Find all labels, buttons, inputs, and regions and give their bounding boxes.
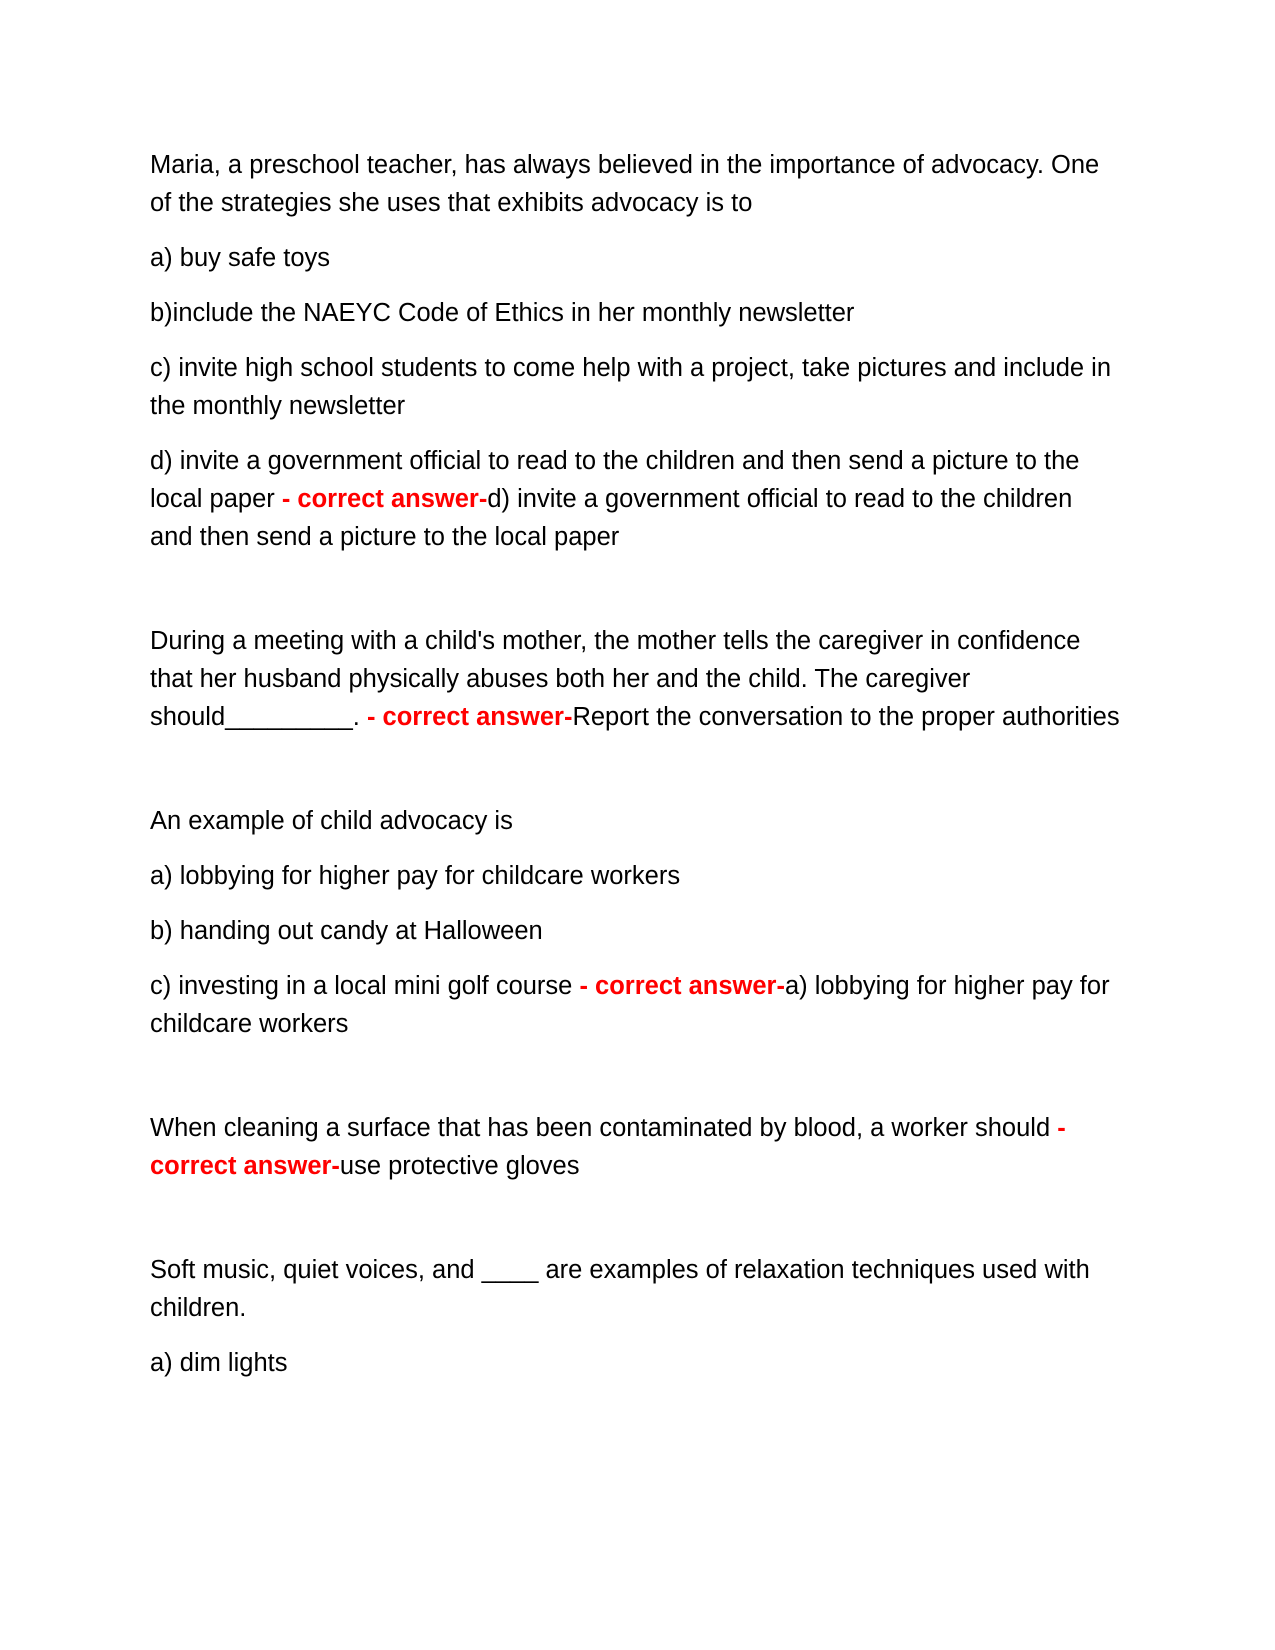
- question-3-stem: An example of child advocacy is: [150, 807, 513, 835]
- question-5: [150, 1251, 1120, 1382]
- question-1-option-c: c) invite high school students to come help with a project, take pictures and include in the monthly newsletter: [150, 354, 1112, 420]
- correct-answer-marker: - correct answer-: [281, 485, 488, 513]
- correct-answer-marker: - correct answer-: [150, 1114, 1066, 1180]
- question-1-option-d-with-answer: [150, 442, 1120, 556]
- correct-answer-marker: - correct answer-: [579, 972, 785, 1000]
- question-1-option-d: d) invite a government official to read to the children and then send a picture to the local paper: [150, 447, 1080, 513]
- question-5-option-a: a) dim lights: [150, 1349, 288, 1377]
- document-content: [150, 146, 1120, 1436]
- question-3-answer: a) lobbying for higher pay for childcare workers: [150, 972, 1110, 1038]
- question-3: [150, 802, 1120, 1043]
- question-1-option-b: b)include the NAEYC Code of Ethics in her monthly newsletter: [150, 299, 855, 327]
- question-1-answer: d) invite a government official to read to the children and then send a picture to the local paper: [150, 485, 1073, 551]
- question-1-option-a: a) buy safe toys: [150, 244, 331, 272]
- question-3-option-c: c) investing in a local mini golf course: [150, 972, 580, 1000]
- question-3-option-a: a) lobbying for higher pay for childcare workers: [150, 862, 681, 890]
- question-3-option-b: b) handing out candy at Halloween: [150, 917, 543, 945]
- question-1: [150, 146, 1120, 556]
- question-5-stem: Soft music, quiet voices, and ____ are examples of relaxation techniques used with children.: [150, 1256, 1090, 1322]
- correct-answer-marker: - correct answer-: [366, 703, 573, 731]
- question-2-stem-with-answer: [150, 622, 1120, 736]
- question-1-stem: Maria, a preschool teacher, has always believed in the importance of advocacy. One of the strategies she uses that exhibits advocacy is to: [150, 151, 1100, 217]
- question-4-stem: When cleaning a surface that has been contaminated by blood, a worker should: [150, 1114, 1058, 1142]
- question-4: [150, 1109, 1120, 1185]
- question-2: [150, 622, 1120, 736]
- question-4-answer: use protective gloves: [339, 1152, 580, 1180]
- question-3-option-c-with-answer: [150, 967, 1120, 1043]
- question-4-stem-with-answer: [150, 1109, 1120, 1185]
- question-2-answer: Report the conversation to the proper authorities: [572, 703, 1120, 731]
- question-2-stem: During a meeting with a child's mother, the mother tells the caregiver in confidence that her husband physically abuses both her and the child. The caregiver should_________.: [150, 627, 1081, 731]
